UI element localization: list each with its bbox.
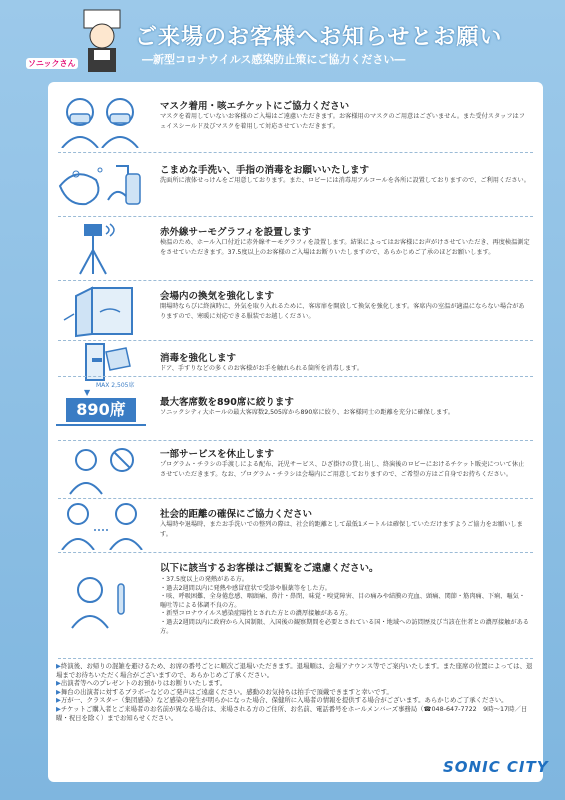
divider: [58, 552, 533, 553]
triangle-bullet-icon: ▶: [56, 704, 61, 713]
note-text: 終演後、お帰りの混雑を避けるため、お席の番号ごとに順次ご退場いただきます。退場順は、会場アナウンス等でご案内いたします。また座席の位置によっては、退場までお待ちいただく場合がございますので、あらかじめご了承ください。: [56, 662, 533, 679]
down-arrow-icon: ▼: [84, 388, 91, 397]
section-handwash: [48, 154, 543, 214]
section-body: 入場時や退場時、またお手洗いでの整列の際は、社会的距離として最低1メートルは確保していただけますようご協力をお願いします。: [160, 521, 523, 538]
section-service: [48, 442, 543, 498]
divider: [58, 376, 533, 377]
section-body: 洗面所に液体せっけんをご用意しております。また、ロビーには消毒用アルコールを各所に設置しておりますので、ご利用ください。: [160, 177, 530, 184]
section-seats: [48, 378, 543, 442]
service-suspended-icon: [56, 444, 146, 496]
section-body: マスクを着用していないお客様のご入場はご遠慮いただきます。お客様用のマスクのご用意はございません。また受付スタッフはフェイスシールド及びマスクを着用して対応させていただきます。: [160, 113, 525, 130]
sonic-city-logo: SONIC CITY: [443, 758, 549, 776]
note-item: [56, 662, 536, 679]
notes-list: [56, 662, 536, 722]
triangle-bullet-icon: ▶: [56, 696, 61, 705]
section-title: 社会的距離の確保にご協力ください: [160, 509, 313, 520]
note-item: [56, 679, 536, 688]
seats-count-label: 890席: [66, 398, 136, 422]
section-refrain: [48, 554, 543, 654]
triangle-bullet-icon: ▶: [56, 679, 61, 688]
content-panel: [48, 82, 549, 782]
section-title: 一部サービスを休止します: [160, 449, 275, 460]
section-body: 検温のため、ホール入口付近に赤外線サーモグラフィを設置します。結果によってはお客様にお声がけさせていただき、再度検温測定をさせていただきます。37.5度以上のお客様のご入場はお断りいたしますので、あらかじめご了承のほどお願いします。: [160, 239, 530, 256]
seat-row-icon: [56, 424, 146, 434]
list-item: ・咳、呼吸困難、全身倦怠感、咽頭痛、鼻汁・鼻閉、味覚・嗅覚障害、目の痛みや結膜の充血、頭痛、関節・筋肉痛、下痢、嘔気・嘔吐等による体調不良の方。: [160, 593, 526, 609]
note-text: 出演者等へのプレゼントのお預かりはお断りいたします。: [60, 679, 227, 688]
thermography-camera-icon: [56, 220, 146, 276]
hand-wash-icon: [56, 156, 146, 212]
divider: [58, 658, 533, 659]
note-item: [56, 705, 536, 722]
divider: [58, 340, 533, 341]
section-title: 消毒を強化します: [160, 353, 237, 364]
section-title: 会場内の換気を強化します: [160, 291, 275, 302]
divider: [58, 440, 533, 441]
divider: [58, 280, 533, 281]
section-title: 最大客席数を890席に絞ります: [160, 397, 294, 408]
triangle-bullet-icon: ▶: [56, 662, 61, 670]
note-text: チケットご購入者とご来場者のお名前が異なる場合は、来場される方のご住所、お名前、電話番号をホールメンバーズ事務局（☎048-647-7722 9時〜17時／日曜・祝日を除く）までお知らせください。: [56, 704, 528, 722]
triangle-bullet-icon: ▶: [56, 687, 61, 696]
header: [0, 0, 565, 82]
note-text: 万が一、クラスター（集団感染）など感染の発生が明らかになった場合、保健所に入場者の情報を提供する場合がございます。あらかじめご了承ください。: [60, 696, 508, 705]
section-body: ソニックシティ大ホールの最大客席数2,505席から890席に絞り、お客様同士の距離を充分に確保します。: [160, 409, 455, 416]
list-item: ・37.5度以上の発熱がある方。: [160, 576, 249, 583]
mask-people-icon: [56, 92, 146, 148]
fever-person-icon: [56, 570, 146, 630]
divider: [58, 152, 533, 153]
note-item: [56, 696, 536, 705]
seat-limit-icon: [56, 380, 146, 438]
section-title: 以下に該当するお客様はご観覧をご遠慮ください。: [160, 563, 379, 574]
refrain-list: [160, 576, 530, 636]
section-thermography: [48, 218, 543, 278]
section-mask: [48, 90, 543, 150]
ventilation-door-icon: [56, 284, 146, 338]
page-title: ご来場のお客様へお知らせとお願い: [135, 25, 503, 50]
max-seats-label: MAX 2,505席: [96, 382, 135, 389]
section-body: ドア、手すりなどの多くのお客様がお手を触れられる箇所を消毒します。: [160, 365, 364, 372]
social-distance-icon: [56, 500, 146, 550]
section-title: 赤外線サーモグラフィを設置します: [160, 227, 312, 238]
section-body: 開場時ならびに終演時に、外気を取り入れるために、客席扉を開放して換気を強化します。客席内の室温が適温にならない場合がありますので、寒暖に対応できる服装でお越しください。: [160, 303, 525, 320]
list-item: ・過去2週間以内に発熱や感冒症状で受診や服薬等をした方。: [160, 584, 331, 592]
page-subtitle: ―新型コロナウイルス感染防止策にご協力ください―: [142, 53, 406, 66]
list-item: ・新型コロナウイルス感染症陽性とされた方との濃厚接触がある方。: [160, 610, 352, 618]
section-body: プログラム・チラシの手渡しによる配布、託児サービス、ひざ掛けの貸し出し、終演後のロビーにおけるチケット販売について休止させていただきます。なお、プログラム・チラシは会場内にご用意しておりますので、ご希望の方はご自身でお持ちください。: [160, 461, 525, 478]
divider: [58, 498, 533, 499]
section-distance: [48, 500, 543, 550]
section-title: こまめな手洗い、手指の消毒をお願いいたします: [160, 165, 370, 176]
note-text: 舞台の出演者に対するブラボーなどのご発声はご遠慮ください。感動のお気持ちは拍手で頂戴できますと幸いです。: [60, 687, 393, 696]
list-item: ・過去2週間以内に政府から入国制限、入国後の観察期間を必要とされている国・地域への訪問歴及び当該在住者との濃厚接触がある方。: [160, 618, 529, 635]
divider: [58, 216, 533, 217]
mascot-label: ソニックさん: [28, 59, 76, 68]
section-ventilation: [48, 282, 543, 340]
mascot-illustration: [74, 6, 130, 76]
section-title: マスク着用・咳エチケットにご協力ください: [160, 101, 350, 112]
